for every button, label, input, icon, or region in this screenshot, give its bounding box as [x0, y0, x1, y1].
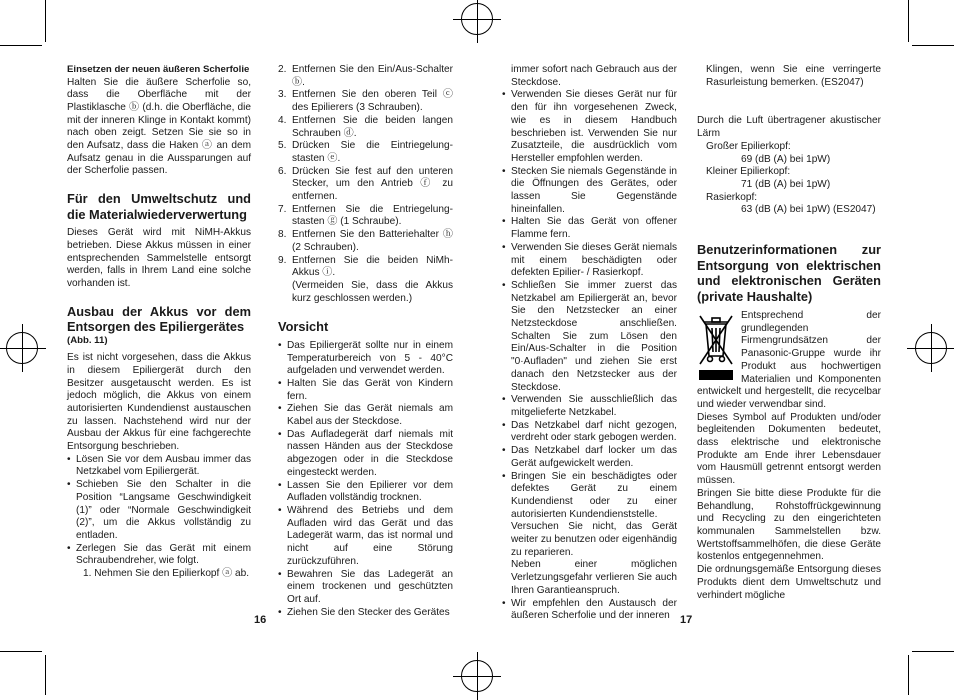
list-item: • Verwenden Sie ausschließlich das mitgelieferte Netzkabel. [502, 394, 677, 419]
paragraph: Halten Sie die äußere Scherfolie so, dass die Oberfläche mit der Plastiklasche ⓑ (d.h. die Oberfläche, die mit der inneren Klinge in Kontakt kommt) nach oben zeigt. Setzen Sie sie so in den Aufsatz, dass die Haken ⓐ an dem Aufsatz genau in die Aussparungen auf der Scherfolie passen. [67, 76, 251, 177]
column-3 [502, 64, 677, 623]
crossed-out-wheelie-bin-icon [697, 312, 735, 382]
crop-mark [908, 655, 909, 695]
page-number: 17 [680, 614, 693, 626]
noise-label: Rasierkopf: [706, 191, 758, 203]
paragraph: Versuchen Sie nicht, das Gerät weiter zu benutzen oder eigenhändig zu reparieren. [511, 521, 677, 558]
step-item: 1. Nehmen Sie den Epilierkopf ⓐ ab. [83, 568, 250, 580]
section-heading: Ausbau der Akkus vor dem Entsorgen des Epiliergerätes [67, 303, 251, 335]
list-item: • Halten Sie das Gerät von Kindern fern. [278, 378, 453, 403]
list-item: • Das Netzkabel darf locker um das Gerät aufgewickelt werden. [502, 445, 677, 470]
step-item: 3. Entfernen Sie den oberen Teil ⓒ des Epilierers (3 Schrauben). [278, 89, 453, 114]
paragraph: Es ist nicht vorgesehen, dass die Akkus in diesem Epiliergerät durch den Besitzer ausgetauscht werden. Es ist jedoch möglich, die Akkus von einem autorisierten Kundendienst austauschen zu lassen. Nachstehend wird nur der Ausbau der Akkus für eine fachgerechte Entsorgung beschrieben. [67, 352, 251, 453]
list-item: • Bringen Sie ein beschädigtes oder defektes Gerät zu einem Kundendienst oder zu einer autorisierten Kundendienststelle. [502, 471, 677, 522]
list-item: • Halten Sie das Gerät von offener Flamme fern. [502, 216, 677, 241]
column-4 [697, 64, 881, 602]
step-item: 9. Entfernen Sie die beiden NiMh-Akkus ⓘ. (Vermeiden Sie, dass die Akkus kurz geschlossen werden.) [278, 254, 453, 304]
paragraph: Dieses Gerät wird mit NiMH-Akkus betrieben. Diese Akkus müssen in einer entsprechenden Sammelstelle entsorgt werden, falls in Ihrem Land eine solche vorhanden ist. [67, 227, 251, 289]
step-list [278, 64, 453, 305]
paragraph: Bringen Sie bitte diese Produkte für die Behandlung, Rohstoffrückgewinnung und Recycling zu den eingerichteten kommunalen Sammelstellen bzw. Wertstoffsammelhöfen, die diese Geräte kostenlos entgegennehmen. [697, 487, 881, 563]
column-1 [67, 64, 251, 581]
column-2 [278, 64, 453, 619]
crop-mark [0, 45, 42, 46]
section-title: Einsetzen der neuen äußeren Scherfolie [67, 64, 250, 75]
paragraph: Die ordnungsgemäße Entsorgung dieses Produkts dient dem Umweltschutz und verhindert mögliche [697, 564, 881, 601]
registration-mark-right [915, 332, 947, 364]
paragraph: Neben einer möglichen Verletzungsgefahr verlieren Sie auch Ihren Garantieanspruch. [511, 559, 677, 596]
list-item: • Bewahren Sie das Ladegerät an einem trockenen und geschützten Ort auf. [278, 569, 453, 607]
crop-mark [912, 45, 954, 46]
crop-mark [0, 651, 42, 652]
list-item: • Verwenden Sie dieses Gerät niemals mit einem beschädigten oder defekten Epilier- / Rasierkopf. [502, 242, 677, 280]
section-heading: Für den Umweltschutz und die Materialwiederverwertung [67, 191, 251, 222]
paragraph: Entsprechend der grundlegenden Firmengrundsätzen der Panasonic-Gruppe wurde ihr Produkt aus hochwertigen Materialien und Komponenten entwickelt und hergestellt, die recycelbar und wieder verwendbar sind. [697, 310, 881, 410]
bullet-list [67, 454, 251, 568]
bullet-list [502, 89, 677, 521]
paragraph: Dieses Symbol auf Produkten und/oder begleitenden Dokumenten bedeutet, dass elektrische und elektronische Produkte am Ende ihrer Lebensdauer vom Hausmüll getrennt entsorgt werden müssen. [697, 411, 881, 487]
list-item: • Das Epiliergerät sollte nur in einem Temperaturbereich von 5 - 40°C aufgeladen und verwendet werden. [278, 340, 453, 378]
section-heading: Benutzerinformationen zur Entsorgung von elektrischen und elektronischen Geräten (private Haushalte) [697, 242, 881, 304]
step-note: (Vermeiden Sie, dass die Akkus kurz geschlossen werden.) [292, 279, 453, 304]
crop-mark [908, 0, 909, 42]
list-item: • Lösen Sie vor dem Ausbau immer das Netzkabel vom Epiliergerät. [67, 454, 251, 479]
list-item: • Das Aufladegerät darf niemals mit nassen Händen aus der Steckdose abgezogen oder in die Steckdose eingesteckt werden. [278, 429, 453, 480]
list-item: • Während des Betriebs und dem Aufladen wird das Gerät und das Ladegerät warm, das ist normal und nicht auf eine Störung zurückzuführen. [278, 505, 453, 569]
section-heading: Vorsicht [278, 319, 329, 335]
list-item: • Stecken Sie niemals Gegenstände in die Öffnungen des Gerätes, oder lassen Sie Gegenstände hineinfallen. [502, 166, 677, 217]
registration-mark-bottom [461, 660, 493, 692]
list-item: • Das Netzkabel darf nicht gezogen, verdreht oder stark gebogen werden. [502, 420, 677, 445]
bullet-list [278, 340, 453, 619]
crop-mark [45, 0, 46, 42]
step-item: 6. Drücken Sie fest auf den unteren Stecker, um den Antrieb ⓕ zu entfernen. [278, 165, 453, 203]
noise-value: 63 (dB (A) bei 1pW) (ES2047) [741, 204, 876, 216]
list-item: • Verwenden Sie dieses Gerät nur für den für ihn vorgesehenen Zweck, wie es in diesem Handbuch beschrieben ist. Verwenden Sie nur Zusatzteile, die ausdrücklich vom Hersteller empfohlen werden. [502, 89, 677, 165]
list-item: • Zerlegen Sie das Gerät mit einem Schraubendreher, wie folgt. [67, 543, 251, 568]
step-item: 4. Entfernen Sie die beiden langen Schrauben ⓓ. [278, 114, 453, 139]
figure-ref: (Abb. 11) [67, 334, 108, 346]
list-item: • Schieben Sie den Schalter in die Position “Langsame Geschwindigkeit (1)” oder “Normale Geschwindigkeit (2)”, um die Akkus vollständig zu entladen. [67, 479, 251, 543]
registration-mark-left [6, 332, 38, 364]
list-item: • Ziehen Sie das Gerät niemals am Kabel aus der Steckdose. [278, 403, 453, 428]
bullet-list [502, 598, 677, 623]
list-item: • Ziehen Sie den Stecker des Gerätes [278, 607, 453, 620]
step-item: 8. Entfernen Sie den Batteriehalter ⓗ (2 Schrauben). [278, 229, 453, 253]
registration-mark-top [461, 3, 493, 35]
list-item: • Wir empfehlen den Austausch der äußeren Scherfolie und der inneren [502, 598, 677, 623]
noise-label: Kleiner Epilierkopf: [706, 166, 791, 178]
list-item: • Schließen Sie immer zuerst das Netzkabel am Epiliergerät an, bevor Sie den Netzstecker an einer Netzsteckdose anschließen. Schalten Sie zum Lösen den Ein/Aus-Schalter in die Position "0·Aufladen" und ziehen Sie erst danach den Netzstecker aus der Steckdose. [502, 280, 677, 394]
crop-mark [45, 655, 46, 695]
noise-label: Großer Epilierkopf: [706, 140, 791, 152]
crop-mark [912, 651, 954, 652]
paragraph: immer sofort nach Gebrauch aus der Steckdose. [511, 64, 677, 88]
step-item: 5. Drücken Sie die Eintriegelung-stasten ⓔ. [278, 140, 453, 164]
noise-list [697, 141, 881, 217]
step-item: 7. Entfernen Sie die Entriegelung-stasten ⓖ (1 Schraube). [278, 203, 453, 228]
page-number: 16 [254, 614, 267, 626]
noise-intro: Durch die Luft übertragener akustischer Lärm [697, 115, 881, 140]
list-item: • Lassen Sie den Epilierer vor dem Aufladen vollständig trocknen. [278, 480, 453, 505]
step-item: 2. Entfernen Sie den Ein/Aus-Schalter ⓑ. [278, 64, 453, 88]
paragraph: Klingen, wenn Sie eine verringerte Rasurleistung bemerken. (ES2047) [706, 64, 881, 88]
noise-value: 71 (dB (A) bei 1pW) [741, 178, 831, 190]
noise-value: 69 (dB (A) bei 1pW) [741, 153, 831, 165]
